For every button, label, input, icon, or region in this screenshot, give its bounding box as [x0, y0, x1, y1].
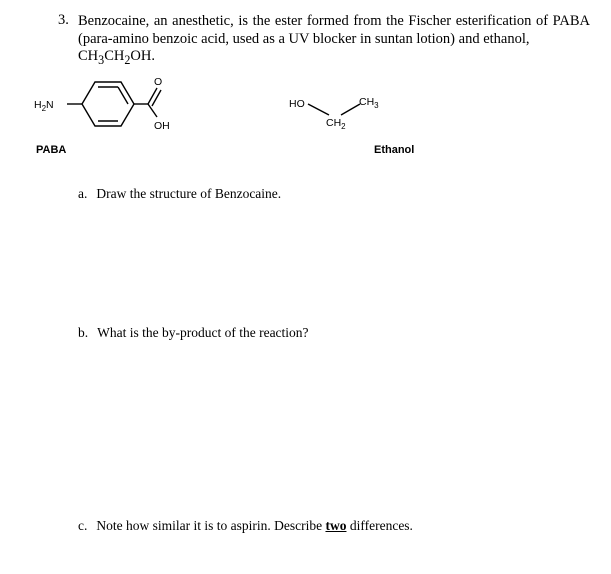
paba-hydroxyl-label: OH: [154, 120, 170, 132]
benzene-ring-icon: [82, 82, 134, 126]
ethanol-structure: [289, 96, 379, 131]
part-b-letter: b.: [78, 325, 89, 340]
part-a-letter: a.: [78, 186, 88, 201]
part-c: [78, 518, 413, 534]
question-text: Benzocaine, an anesthetic, is the ester formed from the Fischer esterification of PABA (para-amino benzoic acid, used as a UV blocker in suntan lotion) and ethanol,: [78, 13, 590, 47]
ethanol-label: Ethanol: [374, 144, 415, 156]
part-a: [78, 186, 281, 202]
ethanol-methyl-label: $CH_3$: [359, 96, 379, 110]
reaction-structures: [0, 0, 611, 160]
ethanol-bond-2: [341, 104, 360, 115]
part-b-text: What is the by-product of the reaction?: [97, 325, 309, 340]
ethanol-hydroxyl-label: HO: [289, 98, 305, 110]
ethanol-formula: $CH_3CH_2OH$.: [78, 48, 155, 67]
question-number: 3.: [58, 12, 69, 28]
part-c-text-after: differences.: [346, 518, 413, 533]
part-c-emphasis: two: [325, 518, 347, 533]
part-a-text: Draw the structure of Benzocaine.: [96, 186, 282, 201]
ethanol-bond-1: [308, 104, 329, 115]
paba-structure: [34, 76, 170, 132]
carbonyl-bond: [148, 88, 157, 104]
ethanol-methylene-label: $CH_2$: [326, 117, 346, 131]
part-c-text-before: Note how similar it is to aspirin. Describe: [96, 518, 326, 533]
part-c-letter: c.: [78, 518, 88, 533]
part-b: [78, 325, 309, 341]
paba-label: PABA: [36, 144, 67, 156]
paba-amine-label: $H_2N$: [34, 99, 54, 113]
carbonyl-oxygen-label: O: [154, 76, 163, 88]
